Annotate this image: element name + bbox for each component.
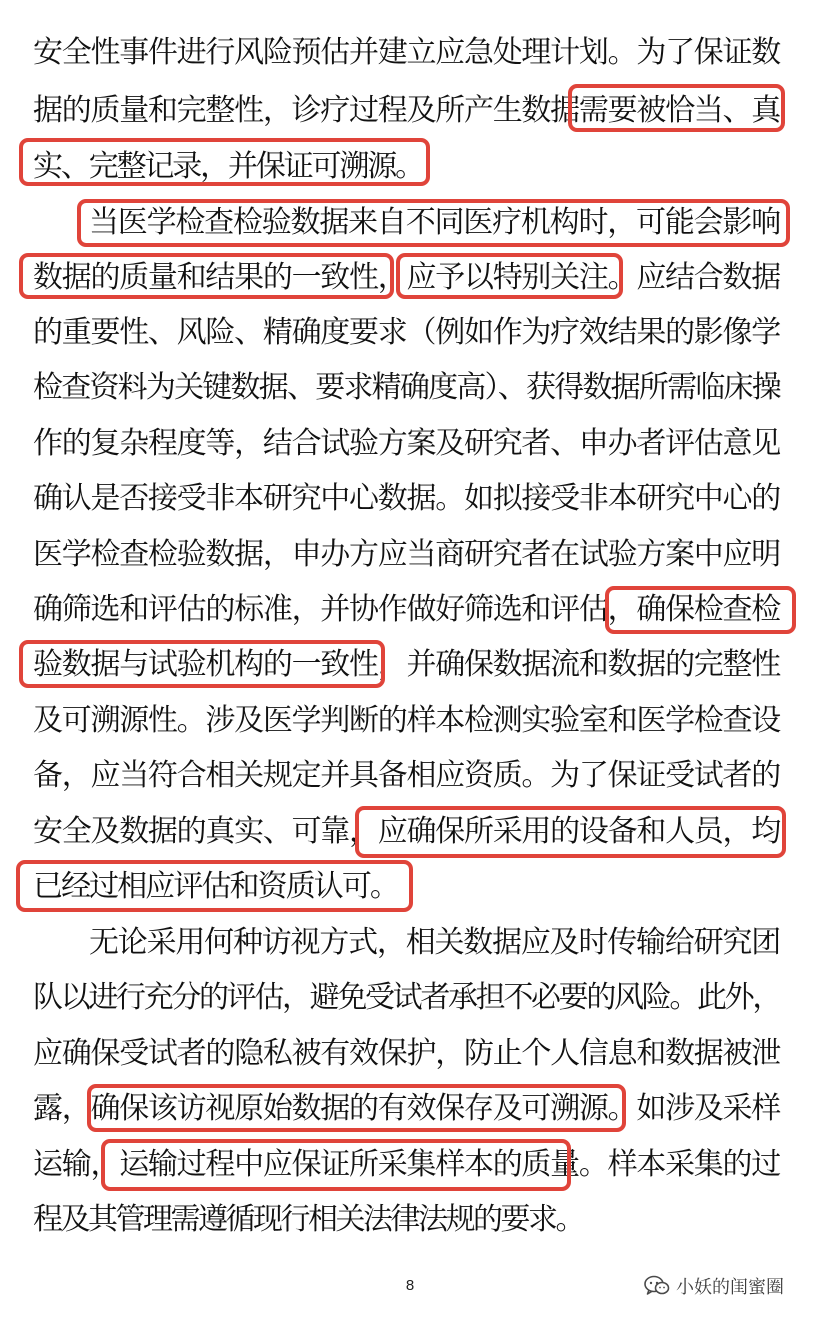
highlight-box xyxy=(101,1139,571,1191)
line-text: 医学检查检验数据，申办方应当商研究者在试验方案中应明 xyxy=(33,537,780,572)
watermark-text: 小妖的闺蜜圈 xyxy=(676,1277,784,1298)
line-text: 露，确保该访视原始数据的有效保存及可溯源。如涉及采样 xyxy=(33,1091,780,1126)
line-text: 当医学检查检验数据来自不同医疗机构时，可能会影响 xyxy=(89,205,780,240)
paragraph-line xyxy=(0,748,780,804)
paragraph-line xyxy=(0,25,780,81)
line-text: 队以进行充分的评估，避免受试者承担不必要的风险。此外， xyxy=(33,980,780,1015)
highlight-box xyxy=(396,253,623,299)
paragraph-line xyxy=(0,693,780,749)
paragraph-line xyxy=(0,305,780,361)
paragraph-line xyxy=(0,416,780,472)
paragraph-line xyxy=(0,527,780,583)
line-text: 及可溯源性。涉及医学判断的样本检测实验室和医学检查设 xyxy=(33,703,780,738)
line-text: 检查资料为关键数据、要求精确度高）、获得数据所需临床操 xyxy=(33,370,780,405)
paragraph-line xyxy=(0,471,780,527)
highlight-box xyxy=(87,1084,626,1132)
line-text: 确筛选和评估的标准，并协作做好筛选和评估，确保检查检 xyxy=(33,592,780,627)
wechat-icon xyxy=(644,1275,670,1297)
line-text: 已经过相应评估和资质认可。 xyxy=(33,869,398,904)
highlight-box xyxy=(19,138,430,186)
highlight-box xyxy=(605,586,796,634)
paragraph-line xyxy=(0,360,780,416)
line-text: 数据的质量和结果的一致性，应予以特别关注。应结合数据 xyxy=(33,260,780,295)
highlight-box xyxy=(16,860,413,912)
highlight-box xyxy=(19,253,394,299)
line-text: 运输，运输过程中应保证所采集样本的质量。样本采集的过 xyxy=(33,1147,780,1182)
line-text: 作的复杂程度等，结合试验方案及研究者、申办者评估意见 xyxy=(33,426,780,461)
paragraph-line xyxy=(0,970,780,1026)
highlight-box xyxy=(19,640,385,688)
line-text: 验数据与试验机构的一致性，并确保数据流和数据的完整性 xyxy=(33,647,780,682)
highlight-box xyxy=(355,806,786,858)
highlight-box xyxy=(568,84,785,132)
paragraph-line xyxy=(0,1192,583,1248)
line-text: 确认是否接受非本研究中心数据。如拟接受非本研究中心的 xyxy=(33,481,780,516)
line-text: 的重要性、风险、精确度要求（例如作为疗效结果的影像学 xyxy=(33,315,780,350)
watermark xyxy=(644,1272,784,1300)
line-text: 备，应当符合相关规定并具备相应资质。为了保证受试者的 xyxy=(33,758,780,793)
line-text: 实、完整记录，并保证可溯源。 xyxy=(33,149,423,184)
line-text: 安全性事件进行风险预估并建立应急处理计划。为了保证数 xyxy=(33,35,780,70)
paragraph-line xyxy=(0,1026,780,1082)
line-text: 应确保受试者的隐私被有效保护，防止个人信息和数据被泄 xyxy=(33,1036,780,1071)
page-number: 8 xyxy=(405,1277,415,1294)
paragraph-line xyxy=(0,915,780,971)
line-text: 安全及数据的真实、可靠，应确保所采用的设备和人员，均 xyxy=(33,814,780,849)
highlight-box xyxy=(77,199,790,247)
line-text: 程及其管理需遵循现行相关法律法规的要求。 xyxy=(33,1202,583,1237)
line-text: 据的质量和完整性，诊疗过程及所产生数据需要被恰当、真 xyxy=(33,93,780,128)
line-text: 无论采用何种访视方式，相关数据应及时传输给研究团 xyxy=(89,925,780,960)
